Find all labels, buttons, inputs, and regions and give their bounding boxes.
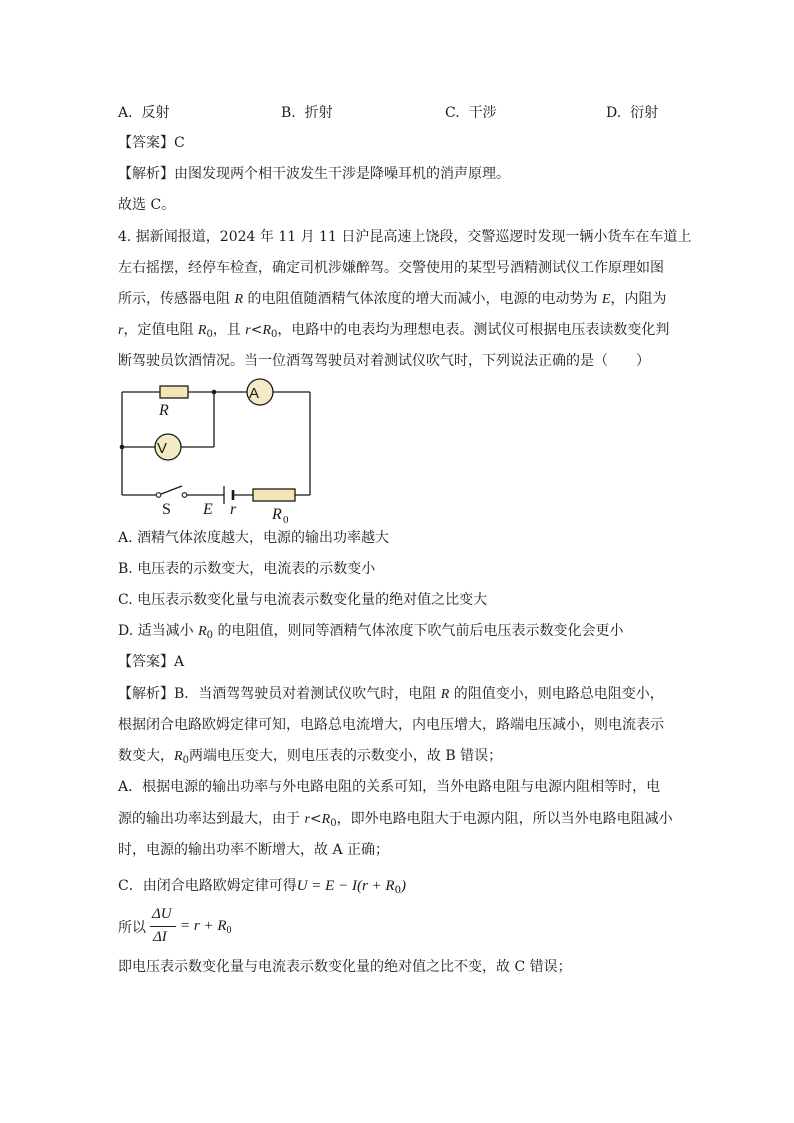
switch-terminal bbox=[156, 493, 161, 498]
q4-option-c: C. 电压表示数变化量与电流表示数变化量的绝对值之比变大 bbox=[118, 592, 488, 608]
q3-analysis: 【解析】由图发现两个相干波发生干涉是降噪耳机的消声原理。 bbox=[118, 166, 510, 182]
q4-stem-line-2: 左右摇摆，经停车检查，确定司机涉嫌醉驾。交警使用的某型号酒精测试仪工作原理如图 bbox=[118, 260, 664, 276]
resistor-r bbox=[160, 386, 188, 398]
q4-analysis-line-7: C．由闭合电路欧姆定律可得$U = E - I(r + R_0)$ bbox=[118, 878, 406, 896]
q3-option-a bbox=[118, 103, 169, 123]
circuit-diagram bbox=[110, 372, 330, 527]
q3-option-b bbox=[281, 103, 333, 123]
label-r0-sub: 0 bbox=[283, 514, 289, 526]
option-letter: C. bbox=[445, 105, 460, 121]
q4-analysis-line-9: 即电压表示数变化量与电流表示数变化量的绝对值之比不变，故 C 错误； bbox=[118, 959, 572, 975]
label-emf: E bbox=[203, 501, 213, 518]
q4-analysis-line-2: 根据闭合电路欧姆定律可知，电路总电流增大，内电压增大，路端电压减小，则电流表示 bbox=[118, 717, 664, 733]
option-letter: A. bbox=[118, 105, 133, 121]
option-text: 干涉 bbox=[468, 105, 497, 121]
label-internal-r: r bbox=[230, 501, 237, 518]
label-r0: R bbox=[272, 506, 282, 523]
q4-option-b: B. 电压表的示数变大，电流表的示数变小 bbox=[118, 561, 376, 577]
resistor-r0 bbox=[253, 489, 295, 501]
fraction-denominator: ΔI bbox=[153, 929, 167, 945]
fraction-rhs: = $r + R_0$ bbox=[180, 918, 232, 936]
q4-analysis-line-6: 时，电源的输出功率不断增大，故 A 正确； bbox=[118, 842, 390, 858]
q4-analysis-line-5: 源的输出功率达到最大，由于 $r<R_0$，即外电路电阻大于电源内阻，所以当外电路电阻减小 bbox=[118, 811, 673, 829]
q3-choice: 故选 C。 bbox=[118, 197, 176, 213]
q4-stem-line-5: 断驾驶员饮酒情况。当一位酒驾驾驶员对着测试仪吹气时，下列说法正确的是（ ） bbox=[118, 353, 650, 369]
q4-stem-line-4: r，定值电阻 $R_0$，且 $r<R_0$，电路中的电表均为理想电表。测试仪可根据电压表读数变化判 bbox=[118, 322, 670, 340]
q4-stem-line-1: 4. 据新闻报道，2024 年 11 月 11 日沪昆高速上饶段，交警巡逻时发现一辆小货车在车道上 bbox=[118, 229, 692, 245]
fraction-bar bbox=[150, 926, 176, 927]
junction-dot bbox=[212, 390, 217, 395]
q3-option-c bbox=[445, 103, 497, 123]
option-letter: D. bbox=[606, 105, 622, 121]
label-switch: S bbox=[162, 501, 171, 518]
fraction-numerator: ΔU bbox=[152, 906, 172, 922]
label-r: R bbox=[159, 402, 169, 419]
q3-option-d bbox=[606, 103, 658, 123]
label-ammeter: A bbox=[248, 385, 260, 402]
junction-dot bbox=[120, 445, 125, 450]
q4-answer: 【答案】A bbox=[118, 654, 185, 670]
q4-analysis-line-1: 【解析】B．当酒驾驾驶员对着测试仪吹气时，电阻 R 的阻值变小，则电路总电阻变小， bbox=[118, 686, 664, 702]
label-voltmeter: V bbox=[156, 440, 168, 457]
q4-option-d: D. 适当减小 $R_0$ 的电阻值，则同等酒精气体浓度下吹气前后电压表示数变化会更小 bbox=[118, 623, 624, 641]
q4-option-a: A. 酒精气体浓度越大，电源的输出功率越大 bbox=[118, 530, 390, 546]
option-text: 衍射 bbox=[630, 105, 659, 121]
option-letter: B. bbox=[281, 105, 296, 121]
switch-terminal bbox=[182, 493, 187, 498]
q4-stem-line-3: 所示，传感器电阻 R 的电阻值随酒精气体浓度的增大而减小，电源的电动势为 E，内阻为 bbox=[118, 291, 667, 307]
q4-analysis-line-8: 所以 bbox=[118, 920, 146, 936]
q3-answer: 【答案】C bbox=[118, 135, 185, 151]
option-text: 折射 bbox=[304, 105, 333, 121]
ohm-law-equation: U = E − I(r + R bbox=[296, 878, 395, 894]
option-text: 反射 bbox=[141, 105, 170, 121]
q4-analysis-line-3: 数变大，$R_0$两端电压变大，则电压表的示数变小，故 B 错误； bbox=[118, 748, 503, 766]
q4-analysis-line-4: A．根据电源的输出功率与外电路电阻的关系可知，当外电路电阻与电源内阻相等时，电 bbox=[118, 779, 661, 795]
